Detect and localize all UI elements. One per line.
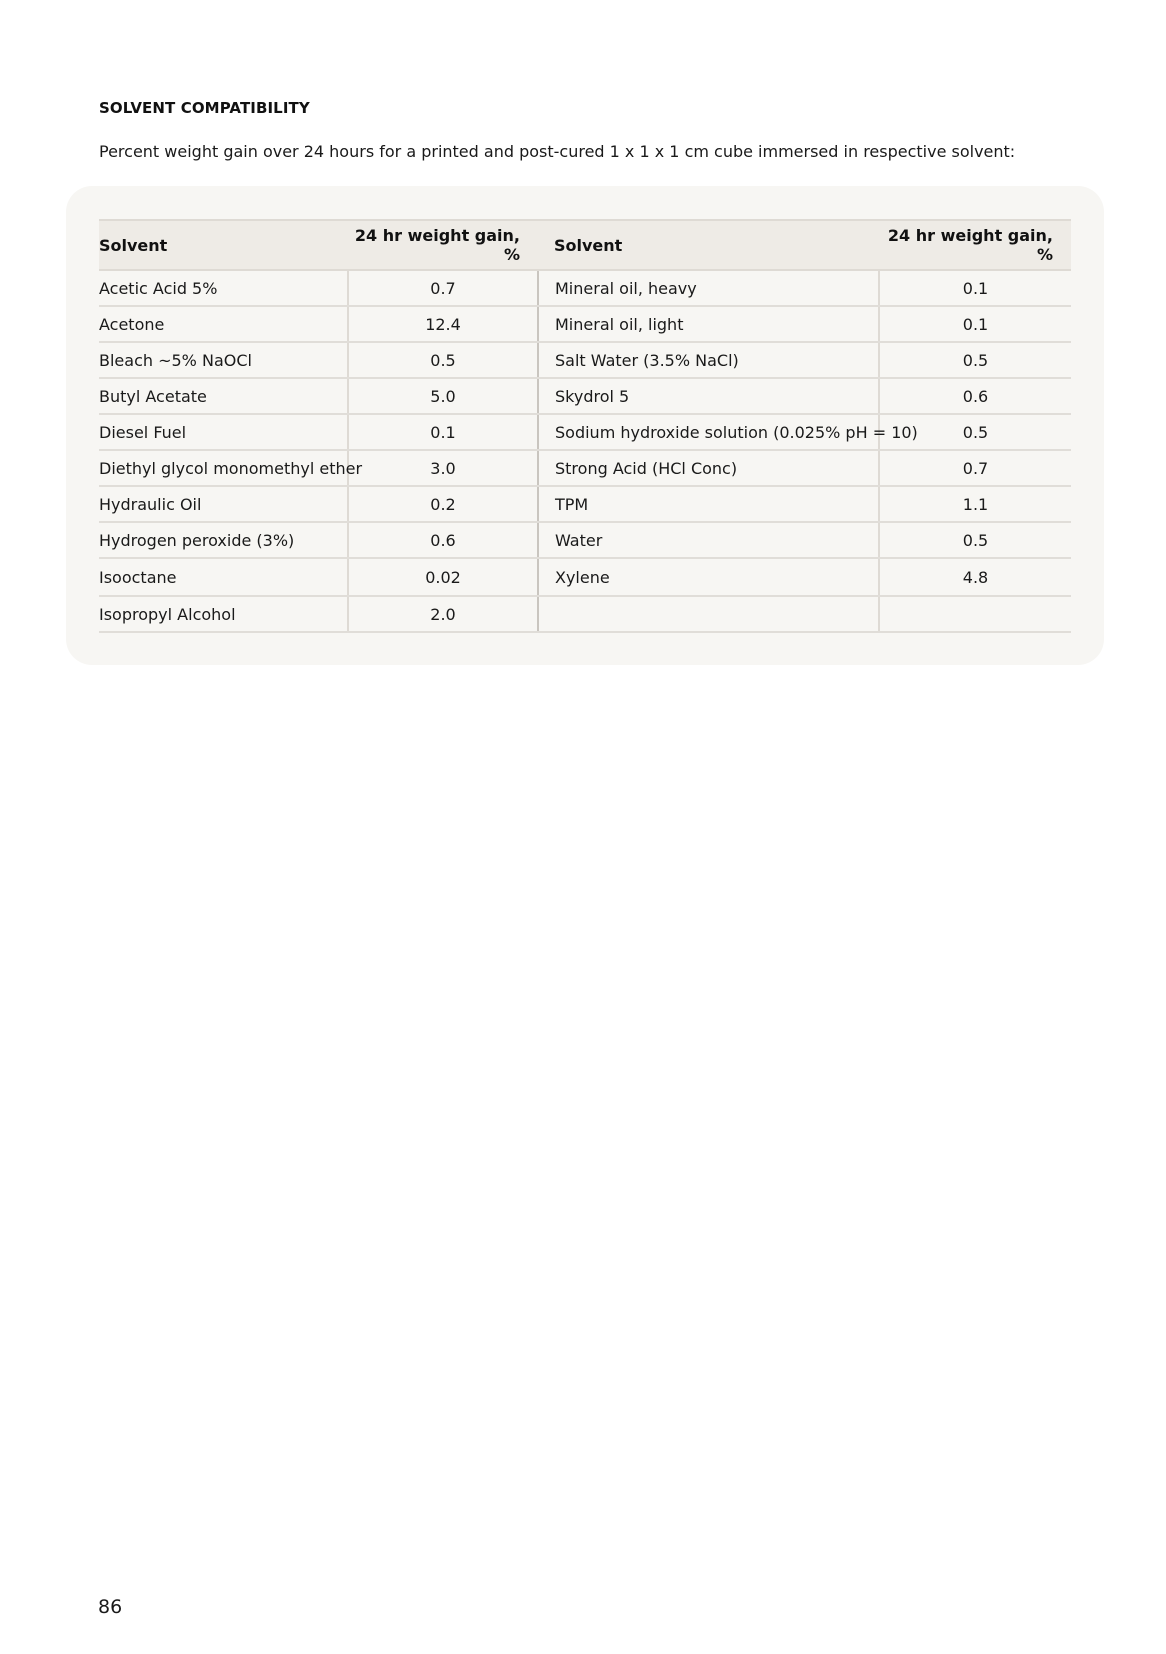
table-row — [99, 486, 1071, 522]
weight-gain-value: 0.02 — [348, 558, 538, 596]
weight-gain-value — [879, 596, 1071, 632]
solvent-name: Salt Water (3.5% NaCl) — [538, 342, 879, 378]
solvent-name: Skydrol 5 — [538, 378, 879, 414]
solvent-name: Isopropyl Alcohol — [99, 596, 348, 632]
weight-gain-value: 0.5 — [879, 522, 1071, 558]
weight-gain-value: 0.1 — [879, 270, 1071, 306]
table-row — [99, 270, 1071, 306]
weight-gain-value: 0.5 — [879, 342, 1071, 378]
solvent-name: Xylene — [538, 558, 879, 596]
header-weight-gain-left: 24 hr weight gain, % — [348, 220, 538, 270]
solvent-name: Diethyl glycol monomethyl ether — [99, 450, 348, 486]
solvent-name: Bleach ~5% NaOCl — [99, 342, 348, 378]
weight-gain-value: 0.5 — [879, 414, 1071, 450]
solvent-name: Strong Acid (HCl Conc) — [538, 450, 879, 486]
table-row — [99, 342, 1071, 378]
table-row — [99, 558, 1071, 596]
weight-gain-value: 12.4 — [348, 306, 538, 342]
weight-gain-value: 5.0 — [348, 378, 538, 414]
header-solvent-left: Solvent — [99, 220, 348, 270]
solvent-name: Acetic Acid 5% — [99, 270, 348, 306]
solvent-compatibility-table — [99, 219, 1071, 633]
table-row — [99, 414, 1071, 450]
section-heading: SOLVENT COMPATIBILITY — [99, 99, 310, 117]
weight-gain-value: 0.5 — [348, 342, 538, 378]
table-header-row — [99, 220, 1071, 270]
weight-gain-value: 0.2 — [348, 486, 538, 522]
weight-gain-value: 4.8 — [879, 558, 1071, 596]
weight-gain-value: 3.0 — [348, 450, 538, 486]
table-row — [99, 450, 1071, 486]
solvent-name: Butyl Acetate — [99, 378, 348, 414]
solvent-name: Hydrogen peroxide (3%) — [99, 522, 348, 558]
table-row — [99, 378, 1071, 414]
weight-gain-value: 0.1 — [879, 306, 1071, 342]
page-number: 86 — [98, 1596, 123, 1618]
solvent-name — [538, 596, 879, 632]
table-row — [99, 306, 1071, 342]
solvent-name: Sodium hydroxide solution (0.025% pH = 10) — [538, 414, 879, 450]
weight-gain-value: 2.0 — [348, 596, 538, 632]
solvent-name: Mineral oil, light — [538, 306, 879, 342]
weight-gain-value: 0.7 — [348, 270, 538, 306]
solvent-name: Hydraulic Oil — [99, 486, 348, 522]
weight-gain-value: 0.6 — [879, 378, 1071, 414]
solvent-name: Water — [538, 522, 879, 558]
solvent-name: Diesel Fuel — [99, 414, 348, 450]
header-weight-gain-right: 24 hr weight gain, % — [879, 220, 1071, 270]
section-intro: Percent weight gain over 24 hours for a printed and post-cured 1 x 1 x 1 cm cube immersed in respective solvent: — [99, 142, 1016, 161]
weight-gain-value: 1.1 — [879, 486, 1071, 522]
weight-gain-value: 0.1 — [348, 414, 538, 450]
header-solvent-right: Solvent — [538, 220, 879, 270]
solvent-name: Acetone — [99, 306, 348, 342]
weight-gain-value: 0.6 — [348, 522, 538, 558]
solvent-name: Mineral oil, heavy — [538, 270, 879, 306]
solvent-name: Isooctane — [99, 558, 348, 596]
solvent-name: TPM — [538, 486, 879, 522]
weight-gain-value: 0.7 — [879, 450, 1071, 486]
table-row — [99, 596, 1071, 632]
table-row — [99, 522, 1071, 558]
